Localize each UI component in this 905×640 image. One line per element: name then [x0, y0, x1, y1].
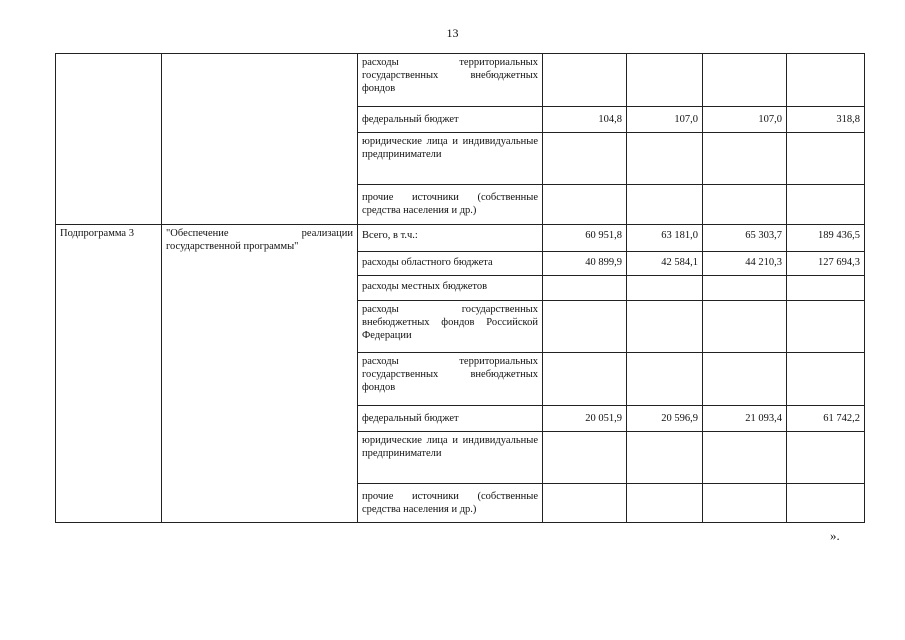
- value-cell: 42 584,1: [627, 252, 703, 276]
- value-cell: 104,8: [543, 107, 627, 133]
- value-cell: 107,0: [627, 107, 703, 133]
- value-cell: [543, 133, 627, 185]
- value-cell: [627, 54, 703, 107]
- source-label: расходы местных бюджетов: [358, 276, 543, 301]
- subprogram-id: Подпрограмма 3: [56, 225, 162, 523]
- value-cell: 44 210,3: [703, 252, 787, 276]
- value-cell: [627, 185, 703, 225]
- value-cell: [543, 276, 627, 301]
- value-cell: [787, 432, 865, 484]
- value-cell: 20 596,9: [627, 406, 703, 432]
- value-cell: 127 694,3: [787, 252, 865, 276]
- value-cell: 20 051,9: [543, 406, 627, 432]
- value-cell: 40 899,9: [543, 252, 627, 276]
- value-cell: 60 951,8: [543, 225, 627, 252]
- page-number: 13: [446, 26, 459, 40]
- value-cell: 61 742,2: [787, 406, 865, 432]
- source-label: прочие источники (собственные средства населения и др.): [358, 185, 543, 225]
- budget-table: [55, 53, 865, 523]
- subprogram-name-part: государственной программы": [166, 241, 299, 252]
- value-cell: [787, 276, 865, 301]
- value-cell: 318,8: [787, 107, 865, 133]
- value-cell: 107,0: [703, 107, 787, 133]
- subprogram-name-part: "Обеспечение: [166, 228, 229, 239]
- value-cell: [787, 54, 865, 107]
- value-cell: [703, 353, 787, 406]
- value-cell: [543, 185, 627, 225]
- source-label: федеральный бюджет: [358, 107, 543, 133]
- value-cell: [627, 432, 703, 484]
- source-label: прочие источники (собственные средства населения и др.): [358, 484, 543, 523]
- value-cell: [787, 484, 865, 523]
- source-label: Всего, в т.ч.:: [358, 225, 543, 252]
- table-row: [56, 225, 865, 252]
- source-label: федеральный бюджет: [358, 406, 543, 432]
- value-cell: [543, 484, 627, 523]
- value-cell: [627, 276, 703, 301]
- table-row: [56, 54, 865, 107]
- value-cell: [787, 301, 865, 353]
- source-label: расходы территориальных государственных внебюджетных фондов: [358, 54, 543, 107]
- value-cell: [787, 353, 865, 406]
- value-cell: [703, 276, 787, 301]
- value-cell: [627, 484, 703, 523]
- value-cell: 65 303,7: [703, 225, 787, 252]
- value-cell: [627, 133, 703, 185]
- value-cell: [703, 54, 787, 107]
- value-cell: [543, 432, 627, 484]
- source-label: юридические лица и индивидуальные предприниматели: [358, 133, 543, 185]
- source-label: расходы государственных внебюджетных фондов Российской Федерации: [358, 301, 543, 353]
- value-cell: [543, 353, 627, 406]
- value-cell: [703, 133, 787, 185]
- value-cell: [787, 185, 865, 225]
- value-cell: [787, 133, 865, 185]
- value-cell: [627, 353, 703, 406]
- empty-subprogram-cell: [56, 54, 162, 225]
- closing-quote-mark: ».: [830, 528, 840, 543]
- subprogram-name: [162, 225, 358, 523]
- source-label: расходы территориальных государственных внебюджетных фондов: [358, 353, 543, 406]
- source-label: юридические лица и индивидуальные предприниматели: [358, 432, 543, 484]
- value-cell: [543, 54, 627, 107]
- value-cell: 63 181,0: [627, 225, 703, 252]
- source-label: расходы областного бюджета: [358, 252, 543, 276]
- value-cell: [543, 301, 627, 353]
- value-cell: [627, 301, 703, 353]
- empty-name-cell: [162, 54, 358, 225]
- value-cell: 189 436,5: [787, 225, 865, 252]
- value-cell: [703, 432, 787, 484]
- value-cell: [703, 301, 787, 353]
- subprogram-name-part: реализации: [301, 228, 353, 239]
- value-cell: 21 093,4: [703, 406, 787, 432]
- value-cell: [703, 484, 787, 523]
- value-cell: [703, 185, 787, 225]
